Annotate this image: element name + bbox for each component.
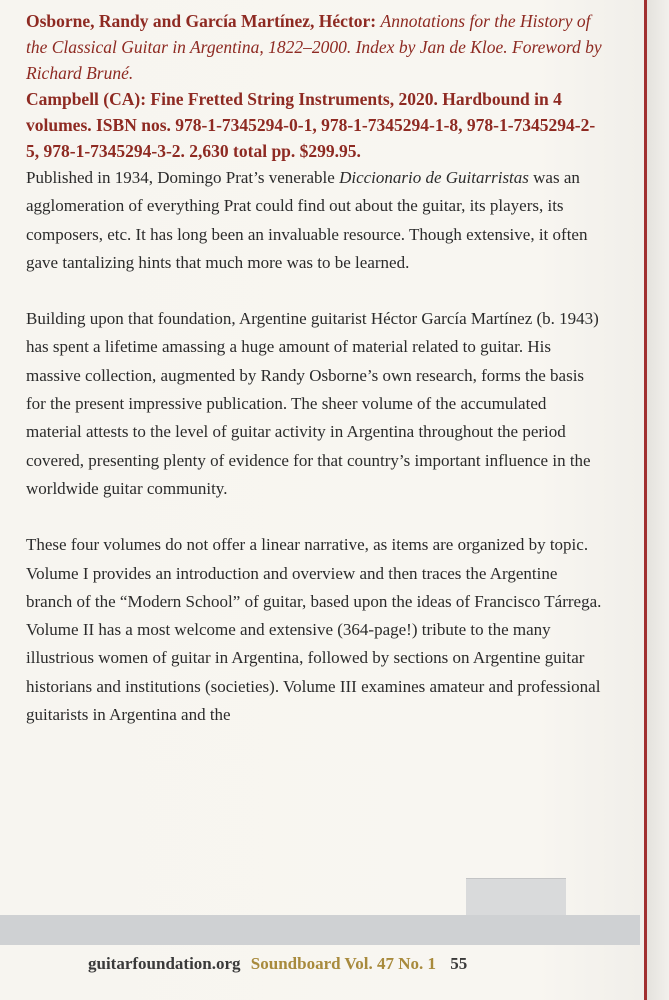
review-publication-info: Campbell (CA): Fine Fretted String Instruments, 2020. Hardbound in 4 volumes. ISBN nos. 978-1-7345294-0-1, 978-1-7345294-1-8, 978-1-7345294-2-5, 978-1-7345294-3-2. 2,630 total pp. $299.95. <box>26 89 596 161</box>
footer-band <box>0 915 640 945</box>
review-heading <box>26 8 606 164</box>
footer-website: guitarfoundation.org <box>88 954 241 973</box>
paragraph-2: Building upon that foundation, Argentine guitarist Héctor García Martínez (b. 1943) has spent a lifetime amassing a huge amount of material related to guitar. His massive collection, augmented by Randy Osborne’s own research, forms the basis for the present impressive publication. The sheer volume of the accumulated material attests to the level of guitar activity in Argentina throughout the period covered, presenting plenty of evidence for that country’s important influence in the worldwide guitar community. <box>26 309 599 498</box>
footer-page-number: 55 <box>450 954 468 973</box>
review-book-title: Annotations for the History of the Classical Guitar in Argentina, 1822–2000. Index by Jan de Kloe. Foreword by Richard Bruné. <box>26 11 602 83</box>
footer-tab-decoration <box>466 878 566 917</box>
review-article <box>26 8 606 729</box>
paragraph-1-italic: Diccionario de Guitarristas <box>339 168 529 187</box>
paragraph-3: These four volumes do not offer a linear narrative, as items are organized by topic. Volume I provides an introduction and overview and then traces the Argentine branch of the “Modern School” of guitar, based upon the ideas of Francisco Tárrega. Volume II has a most welcome and extensive (364-page!) tribute to the many illustrious women of guitar in Argentina, followed by sections on Argentine guitar historians and institutions (societies). Volume III examines amateur and professional guitarists in Argentina and the <box>26 535 602 725</box>
page-edge-shadow <box>647 0 669 1000</box>
footer-magazine-issue: Soundboard Vol. 47 No. 1 <box>250 954 436 973</box>
paragraph-1-text-b: was an agglomeration of everything Prat could find out about the guitar, its players, its composers, etc. It has long been an invaluable resource. Though extensive, it often gave tantalizing hints that much more was to be learned. <box>26 168 588 272</box>
paragraph-1 <box>26 164 606 277</box>
review-authors: Osborne, Randy and García Martínez, Héctor: <box>26 11 377 31</box>
page-footer <box>88 954 588 974</box>
page-edge-red-stripe <box>644 0 647 1000</box>
paragraph-1-text-a: Published in 1934, Domingo Prat’s venerable <box>26 168 340 187</box>
